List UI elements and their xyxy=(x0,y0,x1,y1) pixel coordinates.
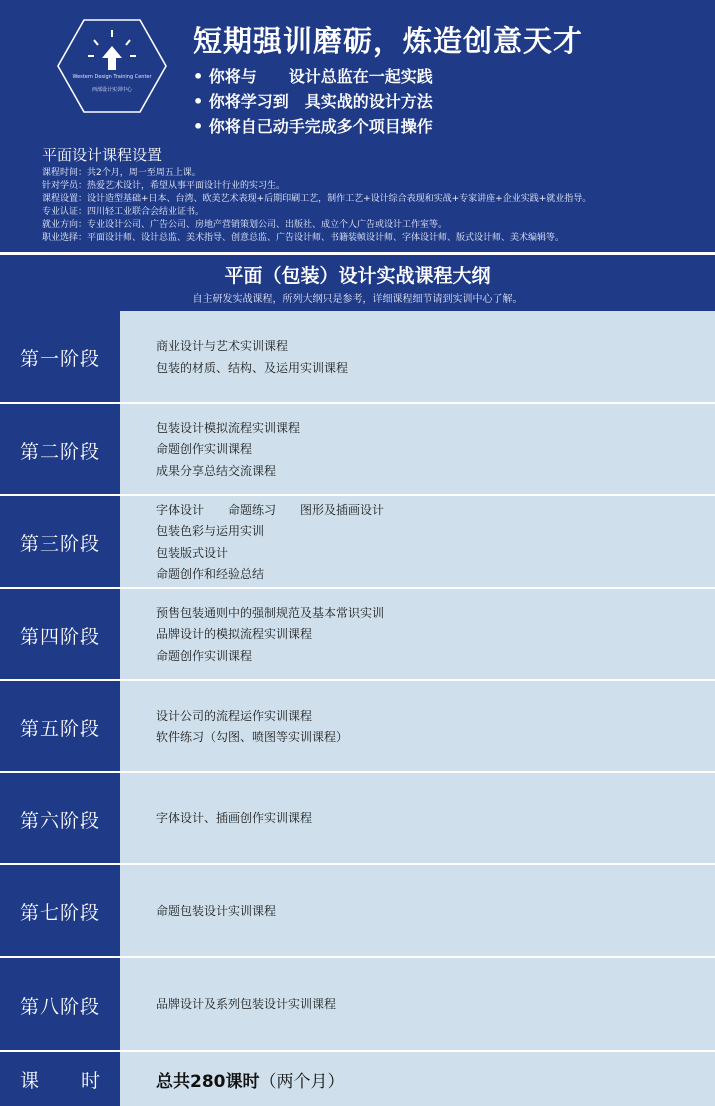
outline-title: 平面（包装）设计实战课程大纲 xyxy=(224,265,491,287)
stage-content xyxy=(120,589,715,681)
course-info xyxy=(42,167,702,245)
stage-row xyxy=(0,773,715,865)
logo-icon xyxy=(56,18,168,114)
info-line: 针对学员：热爱艺术设计，希望从事平面设计行业的实习生。 xyxy=(42,181,286,191)
info-line: 专业认证：四川轻工业联合会结业证书。 xyxy=(42,207,205,217)
stage-label: 第三阶段 xyxy=(0,496,120,589)
course-item: 设计公司的流程运作实训课程 xyxy=(156,708,313,723)
course-item: 成果分享总结交流课程 xyxy=(156,463,277,478)
total-label xyxy=(0,1052,120,1106)
stage-content xyxy=(120,496,715,589)
course-item: 软件练习（勾图、喷图等实训课程） xyxy=(156,730,349,744)
outline-header xyxy=(0,255,715,311)
stage-row xyxy=(0,958,715,1052)
course-item: 字体设计 命题练习 图形及插画设计 xyxy=(156,502,385,517)
stage-row xyxy=(0,865,715,958)
stage-content xyxy=(120,773,715,865)
course-item: 命题创作实训课程 xyxy=(156,442,253,457)
course-item: 商业设计与艺术实训课程 xyxy=(156,339,289,353)
info-line: 职业选择：平面设计师、设计总监、美术指导、创意总监、广告设计师、书籍装帧设计师、字体设计师、版式设计师、美术编辑等。 xyxy=(42,233,565,243)
total-duration: （两个月） xyxy=(259,1071,345,1092)
total-label-right: 时 xyxy=(80,1069,100,1092)
course-item: 品牌设计的模拟流程实训课程 xyxy=(156,627,313,642)
bullet-item: • 你将自己动手完成多个项目操作 xyxy=(193,117,433,136)
stage-label: 第七阶段 xyxy=(0,865,120,958)
stage-label: 第四阶段 xyxy=(0,589,120,681)
stage-row xyxy=(0,681,715,773)
stage-content xyxy=(120,404,715,496)
outline-subtitle: 自主研发实战课程，所列大纲只是参考，详细课程细节请到实训中心了解。 xyxy=(192,294,523,305)
course-item: 包装版式设计 xyxy=(156,545,229,560)
course-item: 命题创作实训课程 xyxy=(156,648,253,663)
stage-label: 第五阶段 xyxy=(0,681,120,773)
stage-row xyxy=(0,311,715,404)
course-item: 预售包装通则中的强制规范及基本常识实训 xyxy=(156,605,385,620)
total-value xyxy=(120,1052,715,1106)
course-item: 字体设计、插画创作实训课程 xyxy=(156,811,313,826)
logo-chinese-name: 西部设计实训中心 xyxy=(91,87,132,93)
stage-row xyxy=(0,496,715,589)
course-item: 包装设计模拟流程实训课程 xyxy=(156,420,301,435)
stage-content xyxy=(120,681,715,773)
course-item: 命题包装设计实训课程 xyxy=(156,903,277,918)
stage-row xyxy=(0,589,715,681)
stage-label: 第六阶段 xyxy=(0,773,120,865)
stage-label: 第一阶段 xyxy=(0,311,120,404)
header xyxy=(0,0,715,252)
stage-label: 第二阶段 xyxy=(0,404,120,496)
course-item: 包装色彩与运用实训 xyxy=(156,524,265,538)
total-label-left: 课 xyxy=(20,1069,40,1092)
stage-row xyxy=(0,404,715,496)
info-line: 就业方向：专业设计公司、广告公司、房地产营销策划公司、出版社、成立个人广告或设计工作室等。 xyxy=(42,220,448,230)
stage-content xyxy=(120,958,715,1052)
slogan: 短期强训磨砺，炼造创意天才 xyxy=(193,24,584,58)
stage-content xyxy=(120,865,715,958)
stage-content xyxy=(120,311,715,404)
logo-english-name: Western Design Training Center xyxy=(72,74,152,80)
info-line: 课程时间：共2个月，周一至周五上课。 xyxy=(42,168,201,178)
course-item: 命题创作和经验总结 xyxy=(156,567,265,581)
bullet-list xyxy=(193,64,433,139)
bullet-item: • 你将与 设计总监在一起实践 xyxy=(193,67,433,86)
section-title: 平面设计课程设置 xyxy=(42,146,163,164)
stage-label: 第八阶段 xyxy=(0,958,120,1052)
info-line: 课程设置：设计造型基础+日本、台湾、欧美艺术表现+后期印刷工艺，制作工艺+设计综合表现和实战+专家讲座+企业实践+就业指导。 xyxy=(42,194,592,204)
bullet-item: • 你将学习到 具实战的设计方法 xyxy=(193,92,433,111)
course-item: 品牌设计及系列包装设计实训课程 xyxy=(156,997,337,1012)
total-hours-row xyxy=(0,1052,715,1106)
total-hours: 总共280课时 xyxy=(156,1071,260,1092)
course-item: 包装的材质、结构、及运用实训课程 xyxy=(156,360,349,375)
